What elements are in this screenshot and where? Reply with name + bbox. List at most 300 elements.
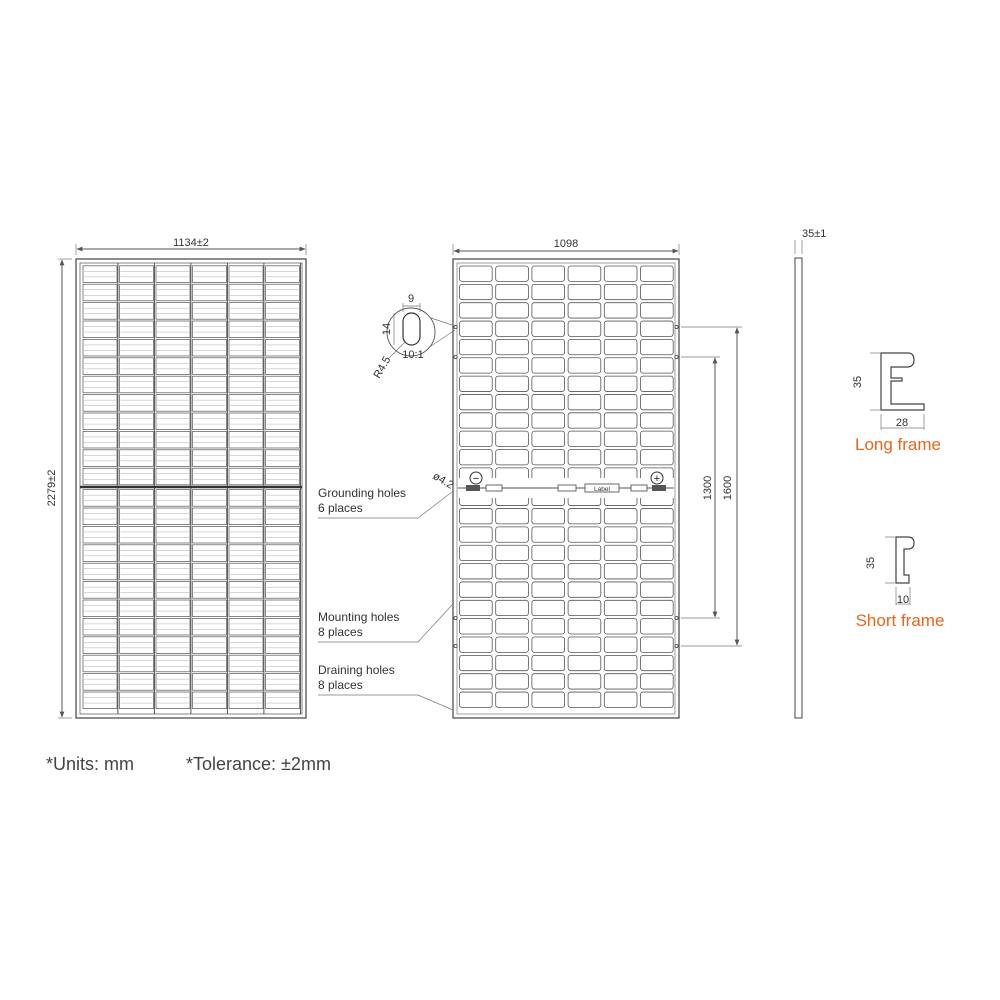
back-cell [641, 619, 674, 634]
front-cell [120, 303, 154, 320]
front-cell [193, 468, 227, 485]
back-cell [460, 339, 493, 354]
long-frame-title: Long frame [855, 435, 941, 454]
back-cell [460, 431, 493, 446]
back-cell [604, 582, 637, 597]
front-cell [120, 674, 154, 691]
front-cell [120, 526, 154, 543]
front-cell [120, 431, 154, 448]
back-cell [496, 564, 529, 579]
front-cell [266, 618, 300, 635]
detail-radius: R4.5 [371, 354, 394, 381]
back-cell [460, 394, 493, 409]
front-cell [193, 563, 227, 580]
back-cell [604, 545, 637, 560]
mounting-title: Mounting holes [318, 610, 400, 624]
front-cell [266, 450, 300, 467]
back-cell [604, 655, 637, 670]
front-cell [156, 266, 190, 283]
tolerance-note: *Tolerance: ±2mm [186, 754, 331, 774]
back-cell [568, 394, 601, 409]
front-width-dim: 1134±2 [173, 237, 209, 249]
back-cell [568, 358, 601, 373]
back-cell [568, 600, 601, 615]
back-cell [532, 303, 565, 318]
back-cell [568, 431, 601, 446]
hole-marker [675, 616, 678, 619]
front-cell [83, 450, 117, 467]
back-cell [604, 303, 637, 318]
short-frame-width: 10 [896, 594, 910, 606]
back-cell [568, 509, 601, 524]
back-cell [568, 284, 601, 299]
back-cell [460, 619, 493, 634]
front-cell [266, 303, 300, 320]
back-cell [532, 527, 565, 542]
back-cell [604, 413, 637, 428]
back-cell [532, 339, 565, 354]
back-cell [568, 674, 601, 689]
back-cell [460, 413, 493, 428]
front-cell [83, 582, 117, 599]
front-cell [229, 376, 263, 393]
back-cell [532, 394, 565, 409]
front-cell [83, 395, 117, 412]
back-cell [604, 509, 637, 524]
front-cell [266, 637, 300, 654]
front-cell [156, 468, 190, 485]
front-cell [266, 526, 300, 543]
hole-marker [454, 616, 457, 619]
front-cell [156, 637, 190, 654]
front-cell [156, 413, 190, 430]
back-cell [496, 637, 529, 652]
back-cell [532, 358, 565, 373]
front-cell [83, 692, 117, 709]
back-cell [532, 637, 565, 652]
back-cell [532, 674, 565, 689]
front-cell [83, 358, 117, 375]
front-cell [229, 582, 263, 599]
front-cell [83, 508, 117, 525]
front-cell [266, 655, 300, 672]
back-cell [641, 303, 674, 318]
front-cell [83, 563, 117, 580]
front-cell [229, 526, 263, 543]
back-cell [496, 674, 529, 689]
back-cell [641, 413, 674, 428]
back-cell [460, 527, 493, 542]
front-cell [83, 266, 117, 283]
back-cell [532, 431, 565, 446]
front-cell [83, 637, 117, 654]
back-cell [532, 266, 565, 281]
front-cell [120, 395, 154, 412]
front-cell [229, 545, 263, 562]
junction-box-right [631, 485, 647, 491]
back-cell [604, 394, 637, 409]
front-cell [83, 526, 117, 543]
back-cell [641, 394, 674, 409]
front-cell [83, 490, 117, 507]
back-cell [641, 358, 674, 373]
hole-marker [675, 644, 678, 647]
front-cell [83, 468, 117, 485]
front-cell [193, 266, 227, 283]
front-cell [193, 450, 227, 467]
front-cell [266, 490, 300, 507]
front-cell [120, 450, 154, 467]
front-cell [156, 582, 190, 599]
back-cell [641, 692, 674, 707]
draining-leader [318, 695, 453, 710]
front-cell [156, 321, 190, 338]
back-cell [532, 600, 565, 615]
front-cell [193, 618, 227, 635]
back-cell [496, 619, 529, 634]
short-frame-title: Short frame [855, 611, 945, 630]
back-cell [568, 582, 601, 597]
mounting-count: 8 places [318, 625, 363, 639]
hole-marker [675, 355, 678, 358]
detail-scale: 10:1 [402, 349, 424, 361]
front-view [46, 237, 306, 718]
long-frame-height: 35 [852, 375, 864, 389]
back-cell [496, 339, 529, 354]
back-cell [460, 692, 493, 707]
back-cell [641, 376, 674, 391]
front-cell [266, 266, 300, 283]
front-cell [120, 600, 154, 617]
back-cell [460, 582, 493, 597]
front-cell [83, 618, 117, 635]
front-cell [229, 395, 263, 412]
front-cell [229, 358, 263, 375]
front-cell [229, 674, 263, 691]
front-cell [193, 358, 227, 375]
front-cell [229, 637, 263, 654]
front-cell [193, 692, 227, 709]
grounding-title: Grounding holes [318, 486, 407, 500]
hole-detail [371, 293, 455, 381]
front-cell [229, 618, 263, 635]
front-cell [266, 582, 300, 599]
front-cell [229, 303, 263, 320]
back-cell [604, 321, 637, 336]
back-cell [568, 692, 601, 707]
front-cell [120, 376, 154, 393]
hole-marker [454, 644, 457, 647]
front-cell [156, 431, 190, 448]
front-cell [229, 468, 263, 485]
front-cell [156, 376, 190, 393]
dim-1300: 1300 [702, 475, 714, 501]
back-cell [604, 358, 637, 373]
back-cell [641, 637, 674, 652]
back-cell [460, 321, 493, 336]
front-cell [266, 563, 300, 580]
front-cell [83, 655, 117, 672]
back-cell [496, 266, 529, 281]
front-cell [156, 526, 190, 543]
back-cell [496, 358, 529, 373]
front-cell [229, 692, 263, 709]
front-cell [193, 600, 227, 617]
front-cell [193, 637, 227, 654]
back-cell [568, 655, 601, 670]
back-cell [532, 619, 565, 634]
back-cell [496, 582, 529, 597]
back-cell [460, 358, 493, 373]
back-cell [568, 303, 601, 318]
front-cell [120, 618, 154, 635]
back-cell [568, 339, 601, 354]
short-frame-profile [896, 537, 914, 583]
back-cell [496, 321, 529, 336]
callout-notes [318, 486, 453, 710]
back-cell [568, 619, 601, 634]
draining-title: Draining holes [318, 663, 395, 677]
front-cell [229, 284, 263, 301]
back-cell [532, 564, 565, 579]
negative-symbol: − [472, 473, 480, 485]
front-cell [83, 321, 117, 338]
front-cell [193, 655, 227, 672]
front-cell [266, 545, 300, 562]
front-cell [156, 692, 190, 709]
short-frame-section [856, 537, 945, 630]
hole-diameter: ø4.2 [430, 470, 456, 492]
front-cell [120, 468, 154, 485]
connector-left [466, 485, 480, 491]
front-cell [120, 321, 154, 338]
positive-symbol: + [653, 473, 661, 485]
front-cell [156, 358, 190, 375]
back-cell [604, 600, 637, 615]
back-cell [641, 564, 674, 579]
back-cell [604, 692, 637, 707]
front-cell [229, 321, 263, 338]
back-cell [568, 450, 601, 465]
front-cell [266, 376, 300, 393]
back-cell [496, 450, 529, 465]
back-cell [496, 545, 529, 560]
back-cell [496, 413, 529, 428]
front-cell [266, 284, 300, 301]
back-cell [460, 450, 493, 465]
junction-box-mid [558, 485, 576, 491]
back-cell [496, 394, 529, 409]
front-cell [229, 508, 263, 525]
back-cell [532, 582, 565, 597]
front-cell [120, 266, 154, 283]
back-cell [568, 637, 601, 652]
front-cell [83, 413, 117, 430]
front-cell [229, 600, 263, 617]
front-cell [193, 376, 227, 393]
front-cell [229, 339, 263, 356]
front-cell [266, 395, 300, 412]
front-cell [120, 655, 154, 672]
front-cell [193, 284, 227, 301]
front-cell [156, 674, 190, 691]
back-cell [496, 600, 529, 615]
back-cell [641, 674, 674, 689]
front-cell [156, 395, 190, 412]
back-cell [641, 450, 674, 465]
front-cell [193, 395, 227, 412]
front-cell [229, 655, 263, 672]
front-cell [193, 526, 227, 543]
long-frame-profile [881, 353, 924, 410]
back-cell [532, 284, 565, 299]
front-cell [156, 545, 190, 562]
front-cell [266, 339, 300, 356]
junction-box-left [486, 485, 502, 491]
back-cell [496, 303, 529, 318]
label-text: Label [594, 486, 610, 493]
front-cell-grid [83, 263, 300, 714]
front-cell [83, 431, 117, 448]
back-cell [532, 692, 565, 707]
front-cell [193, 413, 227, 430]
back-cell [604, 376, 637, 391]
back-width-dim: 1098 [553, 238, 579, 250]
back-cell [496, 509, 529, 524]
draining-count: 8 places [318, 678, 363, 692]
back-cell [568, 266, 601, 281]
long-frame-width: 28 [895, 417, 909, 429]
front-cell [120, 545, 154, 562]
back-cell [641, 600, 674, 615]
back-cell [604, 619, 637, 634]
back-cell [460, 284, 493, 299]
back-cell [641, 655, 674, 670]
back-cell [641, 509, 674, 524]
back-cell [641, 266, 674, 281]
back-cell [532, 376, 565, 391]
front-cell [229, 413, 263, 430]
back-cell [460, 266, 493, 281]
front-cell [156, 303, 190, 320]
front-cell [229, 490, 263, 507]
back-cell [496, 431, 529, 446]
back-cell [532, 321, 565, 336]
back-cell [532, 509, 565, 524]
dim-1600: 1600 [722, 475, 734, 501]
back-cell [460, 376, 493, 391]
front-cell [83, 339, 117, 356]
front-cell [193, 431, 227, 448]
side-view [795, 228, 826, 718]
front-cell [266, 692, 300, 709]
front-cell [120, 563, 154, 580]
back-cell [460, 303, 493, 318]
back-cell [604, 266, 637, 281]
back-cell [568, 376, 601, 391]
front-cell [120, 508, 154, 525]
front-cell [156, 284, 190, 301]
front-cell [120, 692, 154, 709]
connector-right [652, 485, 666, 491]
detail-height: 14 [381, 322, 393, 336]
front-cell [156, 450, 190, 467]
front-cell [120, 339, 154, 356]
front-cell [266, 431, 300, 448]
back-cell [496, 284, 529, 299]
back-cell [460, 637, 493, 652]
back-cell [496, 692, 529, 707]
back-cell [532, 655, 565, 670]
back-view [431, 238, 743, 718]
back-cell [641, 582, 674, 597]
front-cell [266, 674, 300, 691]
back-cell [460, 545, 493, 560]
front-cell [83, 303, 117, 320]
hole-marker [675, 325, 678, 328]
slot-hole [403, 313, 420, 345]
front-cell [120, 413, 154, 430]
front-cell [266, 413, 300, 430]
back-cell [604, 527, 637, 542]
front-cell [266, 321, 300, 338]
front-cell [156, 600, 190, 617]
back-cell [496, 655, 529, 670]
grounding-count: 6 places [318, 501, 363, 515]
front-cell [266, 358, 300, 375]
front-cell [156, 618, 190, 635]
front-cell [156, 563, 190, 580]
front-cell [156, 508, 190, 525]
back-cell [568, 545, 601, 560]
front-cell [83, 600, 117, 617]
back-cell [604, 564, 637, 579]
front-cell [156, 490, 190, 507]
back-cell [460, 564, 493, 579]
back-cell [460, 674, 493, 689]
back-cell [496, 527, 529, 542]
front-cell [229, 563, 263, 580]
front-cell [120, 358, 154, 375]
back-cell [460, 509, 493, 524]
units-note: *Units: mm [46, 754, 135, 774]
back-cell [460, 655, 493, 670]
long-frame-section [852, 353, 941, 454]
front-cell [83, 545, 117, 562]
back-cell [604, 674, 637, 689]
front-cell [193, 303, 227, 320]
front-cell [229, 450, 263, 467]
front-cell [193, 490, 227, 507]
front-cell [120, 582, 154, 599]
back-cell [568, 413, 601, 428]
back-cell [568, 564, 601, 579]
back-cell [532, 450, 565, 465]
detail-width: 9 [407, 293, 415, 305]
front-cell [120, 637, 154, 654]
back-cell [604, 284, 637, 299]
front-cell [120, 490, 154, 507]
front-cell [193, 582, 227, 599]
hole-marker [454, 355, 457, 358]
back-cell [568, 527, 601, 542]
side-thickness-dim: 35±1 [802, 228, 827, 240]
back-cell [641, 527, 674, 542]
front-cell [83, 376, 117, 393]
front-cell [229, 431, 263, 448]
back-cell [532, 545, 565, 560]
back-cell [460, 600, 493, 615]
